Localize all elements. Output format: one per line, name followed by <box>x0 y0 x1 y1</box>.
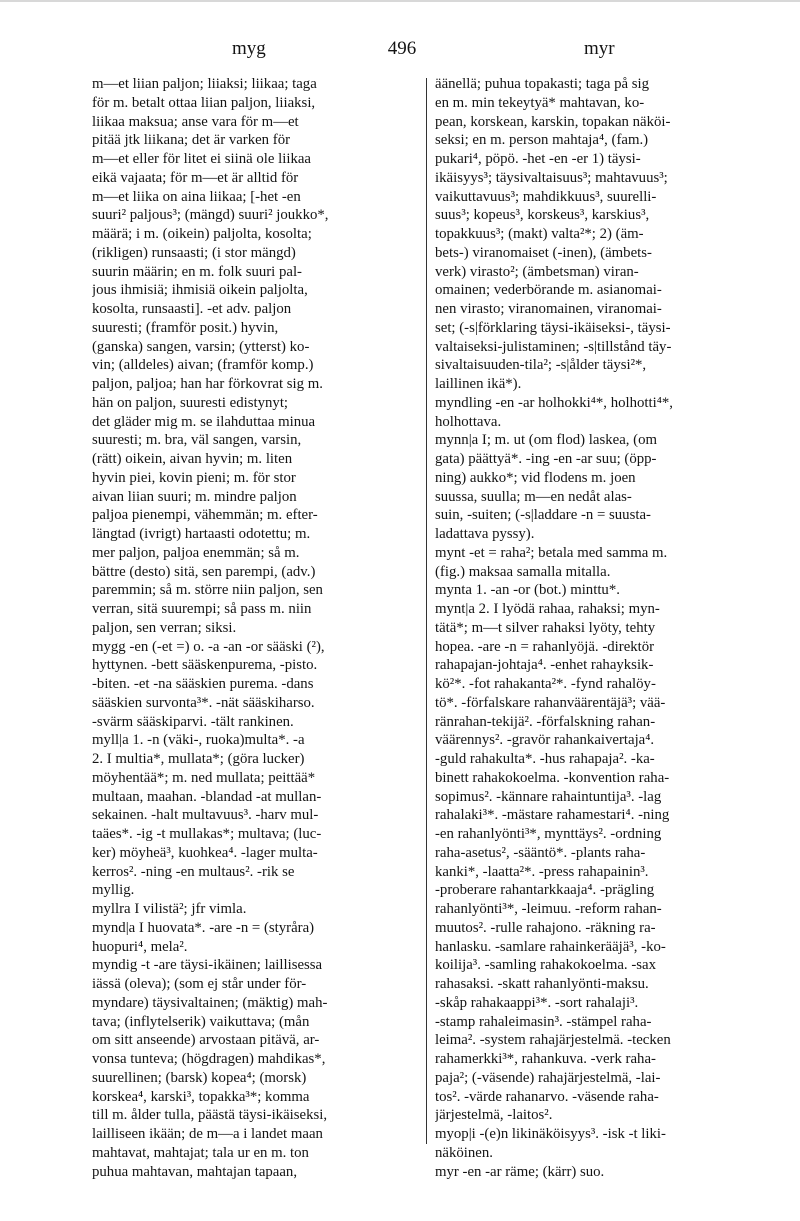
dictionary-line: kanki*, -laatta²*. -press rahapainin³. <box>435 863 649 880</box>
dictionary-line: suurin määrin; en m. folk suuri pal- <box>92 263 302 280</box>
dictionary-line: paremmin; så m. större niin paljon, sen <box>92 582 323 599</box>
right-guide-word: myr <box>584 38 615 59</box>
dictionary-line: ikäisyys³; täysivaltaisuus³; mahtavuus³; <box>435 169 668 186</box>
dictionary-line: myndling -en -ar holhokki⁴*, holhotti⁴*, <box>435 394 674 411</box>
dictionary-line: vaikuttavuus³; mahdikkuus³, suurelli- <box>435 188 657 205</box>
dictionary-line: puhua mahtavan, mahtajan tapaan, <box>92 1163 298 1180</box>
column-divider <box>426 78 427 1144</box>
dictionary-line: verran, sitä suurempi; så pass m. niin <box>92 601 312 617</box>
dictionary-line: määrä; i m. (oikein) paljolta, kosolta; <box>92 226 312 242</box>
right-column <box>435 75 757 1181</box>
dictionary-line: aivan liian suuri; m. mindre paljon <box>92 488 297 505</box>
dictionary-line: kerros². -ning -en multaus². -rik se <box>92 863 295 880</box>
dictionary-line: om sitt anseende) arvostaan pitävä, ar- <box>92 1032 320 1049</box>
dictionary-line: en m. min tekeytyä* mahtavan, ko- <box>435 94 645 111</box>
dictionary-line: kö²*. -fot rahakanta²*. -fynd rahalöy- <box>435 676 656 692</box>
dictionary-line: huopuri⁴, melа². <box>92 938 188 955</box>
dictionary-line: mynd|a I huovata*. -are -n = (styråra) <box>92 919 315 936</box>
dictionary-line: paljoa pienempi, vähemmän; m. efter- <box>92 507 318 524</box>
dictionary-line: myllra I vilistä²; jfr vimla. <box>92 901 247 917</box>
dictionary-line: mer paljon, paljoa enemmän; så m. <box>92 544 300 561</box>
dictionary-line: ker) möyheä³, kuohkea⁴. -lager multa- <box>92 844 318 861</box>
dictionary-line: myll|a 1. -n (väki-, ruoka)multa*. -a <box>92 732 305 749</box>
dictionary-line: hyttynen. -bett sääskenpurema, -pisto. <box>92 657 318 674</box>
dictionary-line: paljon, paljoa; han har förkovrat sig m. <box>92 376 323 392</box>
dictionary-line: hyvin piei, kovin pieni; m. för stor <box>92 469 296 486</box>
dictionary-line: seksi; en m. person mahtaja⁴, (fam.) <box>435 132 649 149</box>
dictionary-line: hanlasku. -samlare rahainkerääjä³, -ko- <box>435 938 666 955</box>
dictionary-line: suussa, suulla; m—en nedåt alas- <box>435 488 632 505</box>
dictionary-line: mahtavat, mahtajat; tala ur en m. ton <box>92 1144 309 1161</box>
dictionary-line: längtad (ivrigt) hartaasti odotettu; m. <box>92 526 311 542</box>
dictionary-line: hopea. -are -n = rahanlyöjä. -direktör <box>435 638 655 655</box>
dictionary-line: för m. betalt ottaa liian paljon, liiaksi, <box>92 94 316 111</box>
dictionary-line: (rätt) oikein, aivan hyvin; m. liten <box>92 451 293 467</box>
dictionary-line: ning) aukko*; vid flodens m. joen <box>435 469 636 486</box>
dictionary-line: ränrahan-tekijä². -förfalskning rahan- <box>435 713 656 730</box>
dictionary-line: omainen; vederbörande m. asianomai- <box>435 282 662 299</box>
dictionary-line: myllig. <box>92 882 135 899</box>
dictionary-line: mynta 1. -an -or (bot.) minttu*. <box>435 582 620 599</box>
dictionary-line: m—et liian paljon; liiaksi; liikaa; taga <box>92 76 317 92</box>
dictionary-line: myndare) täysivaltainen; (mäktig) mah- <box>92 994 328 1011</box>
dictionary-line: tos². -värde rahanarvo. -väsende raha- <box>435 1088 659 1105</box>
page-number: 496 <box>387 38 417 59</box>
dictionary-line: (ganska) sangen, varsin; (ytterst) ko- <box>92 338 310 355</box>
dictionary-line: multaan, maahan. -blandad -at mullan- <box>92 788 322 805</box>
dictionary-line: 2. I multia*, mullata*; (göra lucker) <box>92 751 305 767</box>
top-rule <box>0 0 800 2</box>
dictionary-line: suuresti; (framför posit.) hyvin, <box>92 319 279 336</box>
dictionary-line: gata) päättyä*. -ing -en -ar suu; (öpp- <box>435 451 657 467</box>
dictionary-line: jous ihmisiä; ihmisiä oikein paljolta, <box>92 282 308 299</box>
dictionary-line: -skåp rahakaappi³*. -sort rahalaji³. <box>435 994 639 1011</box>
dictionary-line: pean, korskean, karskin, topakan näköi- <box>435 113 671 130</box>
dictionary-line: -guld rahakulta*. -hus rahapaja². -ka- <box>435 751 655 767</box>
dictionary-line: bättre (desto) sitä, sen parempi, (adv.) <box>92 563 316 580</box>
dictionary-line: rahapajan-johtaja⁴. -enhet rahayksik- <box>435 657 654 674</box>
dictionary-line: laillinen ikä*). <box>435 376 522 392</box>
dictionary-line: paljon, sen verran; siksi. <box>92 619 237 636</box>
dictionary-line: iässä (oleva); (som ej står under för- <box>92 976 307 992</box>
dictionary-line: (fig.) maksaa samalla mitalla. <box>435 563 611 580</box>
dictionary-line: mynn|a I; m. ut (om flod) laskea, (om <box>435 432 657 449</box>
dictionary-line: raha-asetus², -sääntö*. -plants raha- <box>435 844 646 861</box>
page-header <box>0 38 800 62</box>
dictionary-line: korskea⁴, karski³, topakka³*; komma <box>92 1088 310 1105</box>
dictionary-line: -biten. -et -na sääskien purema. -dans <box>92 676 314 692</box>
dictionary-line: lailliseen ikään; de m—a i landet maan <box>92 1126 323 1142</box>
dictionary-line: tätä*; m—t silver rahaksi lyöty, tehty <box>435 619 656 636</box>
dictionary-line: (rikligen) runsaasti; (i stor mängd) <box>92 244 296 261</box>
dictionary-line: -en rahanlyönti³*, mynttäys². -ordning <box>435 826 662 842</box>
dictionary-line: suus³; kopeus³, korskeus³, karskius³, <box>435 207 650 224</box>
dictionary-line: rahamerkki³*, rahankuva. -verk raha- <box>435 1051 656 1067</box>
dictionary-line: det gläder mig m. se ilahduttaa minua <box>92 413 316 430</box>
dictionary-line: hän on paljon, suuresti edistynyt; <box>92 394 289 411</box>
dictionary-line: vonsa tunteva; (högdragen) mahdikas*, <box>92 1051 326 1067</box>
dictionary-line: muutos². -rulle rahajono. -räkning ra- <box>435 919 656 936</box>
dictionary-line: ladattava pyssy). <box>435 526 535 542</box>
dictionary-line: leima². -system rahajärjestelmä. -tecken <box>435 1032 671 1049</box>
dictionary-line: suin, -suiten; (-s|laddare -n = suusta- <box>435 507 651 524</box>
dictionary-line: bets-) viranomaiset (-inen), (ämbets- <box>435 244 652 261</box>
dictionary-line: möyhentää*; m. ned mullata; peittää* <box>92 769 316 786</box>
dictionary-line: rahalaki³*. -mästare rahamestari⁴. -ning <box>435 807 670 824</box>
dictionary-line: tava; (inflytelserik) vaikuttava; (mån <box>92 1013 310 1030</box>
dictionary-line: topakkuus³; (makt) valta²*; 2) (äm- <box>435 226 644 242</box>
dictionary-line: rahasaksi. -skatt rahanlyönti-maksu. <box>435 976 649 992</box>
dictionary-line: kosolta, runsaasti]. -et adv. paljon <box>92 301 292 317</box>
dictionary-line: paja²; (-väsende) rahajärjestelmä, -lai- <box>435 1069 661 1086</box>
dictionary-line: näköinen. <box>435 1144 493 1161</box>
dictionary-line: -stamp rahaleimasin³. -stämpel raha- <box>435 1013 652 1030</box>
dictionary-line: äänellä; puhua topakasti; taga på sig <box>435 76 650 92</box>
dictionary-line: mynt|a 2. I lyödä rahaa, rahaksi; myn- <box>435 601 660 617</box>
dictionary-line: mygg -en (-et =) o. -a -an -or sääski (²), <box>92 638 325 655</box>
dictionary-line: nen virasto; viranomainen, viranomai- <box>435 301 662 317</box>
dictionary-line: -proberare rahantarkkaaja⁴. -prägling <box>435 882 655 899</box>
dictionary-line: koilija³. -samling rahakokoelma. -sax <box>435 957 656 974</box>
dictionary-line: sopimus². -kännare rahaintuntija³. -lag <box>435 788 662 805</box>
dictionary-line: valtaiseksi-julistaminen; -s|tillstånd täy- <box>435 338 672 355</box>
left-column <box>92 75 417 1181</box>
dictionary-line: väärennys². -gravör rahankaivertaja⁴. <box>435 732 655 749</box>
dictionary-line: pukari⁴, pöpö. -het -en -er 1) täysi- <box>435 151 641 167</box>
dictionary-line: till m. ålder tulla, päästä täysi-ikäiseksi, <box>92 1107 328 1124</box>
dictionary-line: binett rahakokoelma. -konvention raha- <box>435 769 670 786</box>
dictionary-line: tö*. -förfalskare rahanväärentäjä³; vää- <box>435 694 666 711</box>
dictionary-line: suuresti; m. bra, väl sangen, varsin, <box>92 432 302 449</box>
dictionary-line: myndig -t -are täysi-ikäinen; laillisessa <box>92 957 323 974</box>
dictionary-line: vin; (alldeles) aivan; (framför komp.) <box>92 357 314 374</box>
dictionary-line: suurellinen; (barsk) kopea⁴; (morsk) <box>92 1069 307 1086</box>
dictionary-line: eikä vajaata; för m—et är alltid för <box>92 169 299 186</box>
dictionary-line: verk) virasto²; (ämbetsman) viran- <box>435 263 639 280</box>
dictionary-line: liikaa maksua; anse vara för m—et <box>92 113 299 130</box>
dictionary-line: suuri² paljous³; (mängd) suuri² joukko*, <box>92 207 329 224</box>
dictionary-line: pitää jtk liikana; det är varken för <box>92 132 291 149</box>
dictionary-line: sekainen. -halt multavuus³. -harv mul- <box>92 807 319 824</box>
dictionary-line: m—et liika on aina liikaa; [-het -en <box>92 188 301 205</box>
dictionary-line: m—et eller för litet ei siinä ole liikaa <box>92 151 311 167</box>
dictionary-line: -svärm sääskiparvi. -tält rankinen. <box>92 713 294 730</box>
dictionary-line: myop|i -(e)n likinäköisyys³. -isk -t liki- <box>435 1126 666 1142</box>
dictionary-line: sääskien survonta³*. -nät sääskiharso. <box>92 694 315 711</box>
dictionary-line: holhottava. <box>435 413 502 430</box>
dictionary-line: myr -en -ar räme; (kärr) suo. <box>435 1163 605 1180</box>
dictionary-line: järjestelmä, -laitos². <box>435 1107 553 1124</box>
dictionary-line: sivaltaisuuden-tila²; -s|ålder täysi²*, <box>435 357 647 374</box>
dictionary-line: rahanlyönti³*, -leimuu. -reform rahan- <box>435 901 662 917</box>
dictionary-line: set; (-s|förklaring täysi-ikäiseksi-, täysi- <box>435 319 671 336</box>
dictionary-line: taäes*. -ig -t mullakas*; multava; (luc- <box>92 826 322 842</box>
dictionary-line: mynt -et = raha²; betala med samma m. <box>435 544 668 561</box>
left-guide-word: myg <box>232 38 266 59</box>
